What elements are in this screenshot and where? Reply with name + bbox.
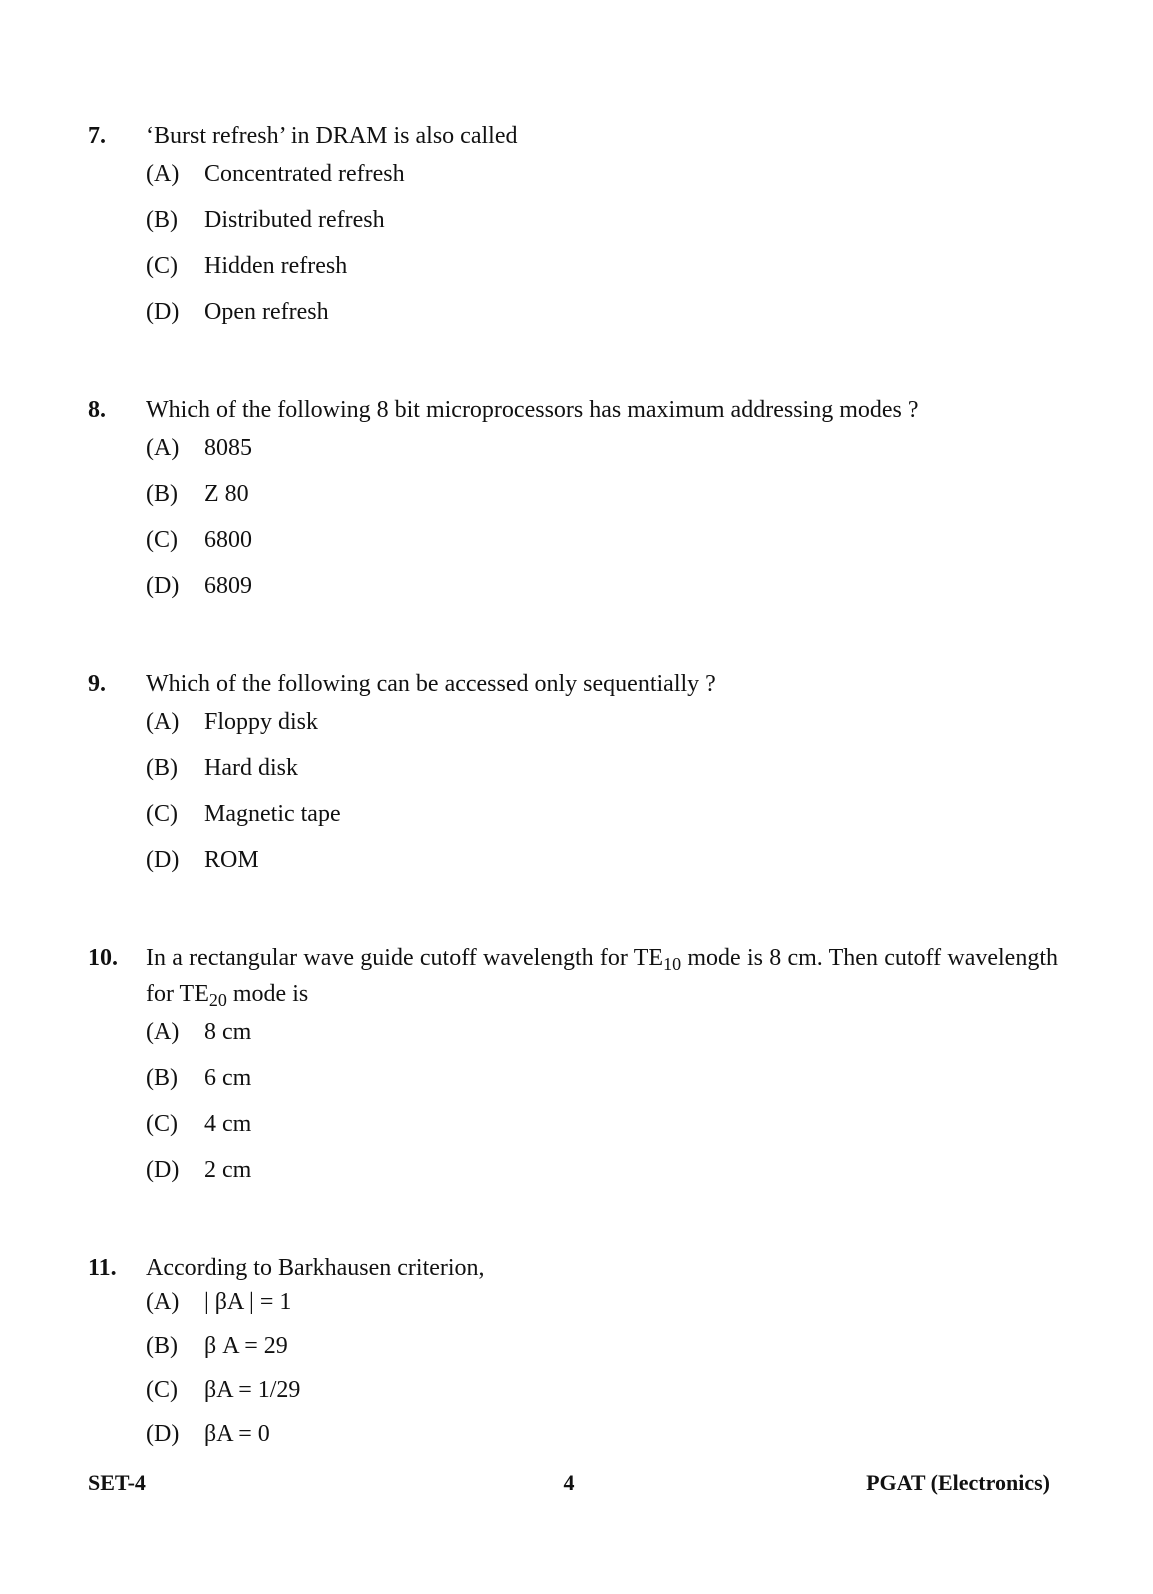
option-label: (B) xyxy=(146,755,178,781)
option-label: (A) xyxy=(146,435,180,461)
option-text: 6 cm xyxy=(204,1065,252,1091)
option-a[interactable] xyxy=(146,159,1058,205)
option-text: 8 cm xyxy=(204,1019,252,1045)
option-b[interactable] xyxy=(146,1331,1058,1375)
option-label: (C) xyxy=(146,1111,178,1137)
question-number: 9. xyxy=(88,671,106,697)
option-label: (D) xyxy=(146,573,180,599)
option-label: (A) xyxy=(146,161,180,187)
question-text: ‘Burst refresh’ in DRAM is also called xyxy=(146,123,518,149)
question-10 xyxy=(88,940,1058,1201)
option-text: Concentrated refresh xyxy=(204,161,405,187)
options-list xyxy=(88,707,1058,891)
subscript-10: 10 xyxy=(663,954,682,974)
question-number: 10. xyxy=(88,945,118,971)
option-b[interactable] xyxy=(146,205,1058,251)
option-label: (C) xyxy=(146,253,178,279)
option-text: Z 80 xyxy=(204,481,249,507)
options-list xyxy=(88,1017,1058,1201)
page-number: 4 xyxy=(563,1470,575,1495)
option-text: ROM xyxy=(204,847,259,873)
question-number: 11. xyxy=(88,1255,117,1281)
option-a[interactable] xyxy=(146,1287,1058,1331)
option-a[interactable] xyxy=(146,707,1058,753)
option-text: Distributed refresh xyxy=(204,207,385,233)
option-b[interactable] xyxy=(146,479,1058,525)
option-label: (C) xyxy=(146,527,178,553)
page-footer xyxy=(88,1470,1050,1500)
option-b[interactable] xyxy=(146,1063,1058,1109)
option-label: (A) xyxy=(146,1289,180,1315)
option-text: Open refresh xyxy=(204,299,329,325)
option-c[interactable] xyxy=(146,1375,1058,1419)
option-a[interactable] xyxy=(146,433,1058,479)
option-label: (C) xyxy=(146,1377,178,1403)
question-text-part3: mode is xyxy=(226,981,309,1007)
option-b[interactable] xyxy=(146,753,1058,799)
option-text: 6809 xyxy=(204,573,252,599)
option-text: 6800 xyxy=(204,527,252,553)
options-list xyxy=(88,433,1058,617)
option-text: 4 cm xyxy=(204,1111,252,1137)
option-label: (B) xyxy=(146,1065,178,1091)
question-number: 7. xyxy=(88,123,106,149)
option-d[interactable] xyxy=(146,1419,1058,1463)
question-8 xyxy=(88,392,1058,617)
question-7 xyxy=(88,118,1058,343)
question-9 xyxy=(88,666,1058,891)
option-text: Magnetic tape xyxy=(204,801,341,827)
question-text: Which of the following 8 bit microprocessors has maximum addressing modes ? xyxy=(146,397,919,423)
option-c[interactable] xyxy=(146,799,1058,845)
option-c[interactable] xyxy=(146,251,1058,297)
question-number: 8. xyxy=(88,397,106,423)
question-text-part2: mode is 8 cm. Then cutoff wavelength for TE xyxy=(146,945,1058,1007)
option-c[interactable] xyxy=(146,525,1058,571)
options-list xyxy=(88,1287,1058,1463)
option-text: Hard disk xyxy=(204,755,298,781)
option-text: βA = 1/29 xyxy=(204,1377,301,1403)
question-text: According to Barkhausen criterion, xyxy=(146,1255,485,1281)
option-text: | βA | = 1 xyxy=(204,1289,292,1315)
options-list xyxy=(88,159,1058,343)
option-a[interactable] xyxy=(146,1017,1058,1063)
set-label: SET-4 xyxy=(88,1470,146,1495)
exam-title: PGAT (Electronics) xyxy=(866,1470,1050,1495)
subscript-20: 20 xyxy=(208,990,227,1010)
option-d[interactable] xyxy=(146,845,1058,891)
option-label: (A) xyxy=(146,709,180,735)
option-label: (B) xyxy=(146,1333,178,1359)
option-label: (D) xyxy=(146,299,180,325)
question-text xyxy=(146,940,1058,1012)
option-label: (B) xyxy=(146,481,178,507)
question-text-part1: In a rectangular wave guide cutoff wavelength for TE xyxy=(146,945,664,971)
option-label: (A) xyxy=(146,1019,180,1045)
option-text: Hidden refresh xyxy=(204,253,348,279)
option-label: (D) xyxy=(146,1157,180,1183)
option-text: Floppy disk xyxy=(204,709,319,735)
option-text: β A = 29 xyxy=(204,1333,288,1359)
option-text: 2 cm xyxy=(204,1157,252,1183)
question-11 xyxy=(88,1250,1058,1463)
option-c[interactable] xyxy=(146,1109,1058,1155)
option-label: (C) xyxy=(146,801,178,827)
option-label: (D) xyxy=(146,847,180,873)
option-text: 8085 xyxy=(204,435,252,461)
option-d[interactable] xyxy=(146,1155,1058,1201)
option-label: (B) xyxy=(146,207,178,233)
option-d[interactable] xyxy=(146,297,1058,343)
question-text: Which of the following can be accessed only sequentially ? xyxy=(146,671,716,697)
option-label: (D) xyxy=(146,1421,180,1447)
option-d[interactable] xyxy=(146,571,1058,617)
option-text: βA = 0 xyxy=(204,1421,270,1447)
